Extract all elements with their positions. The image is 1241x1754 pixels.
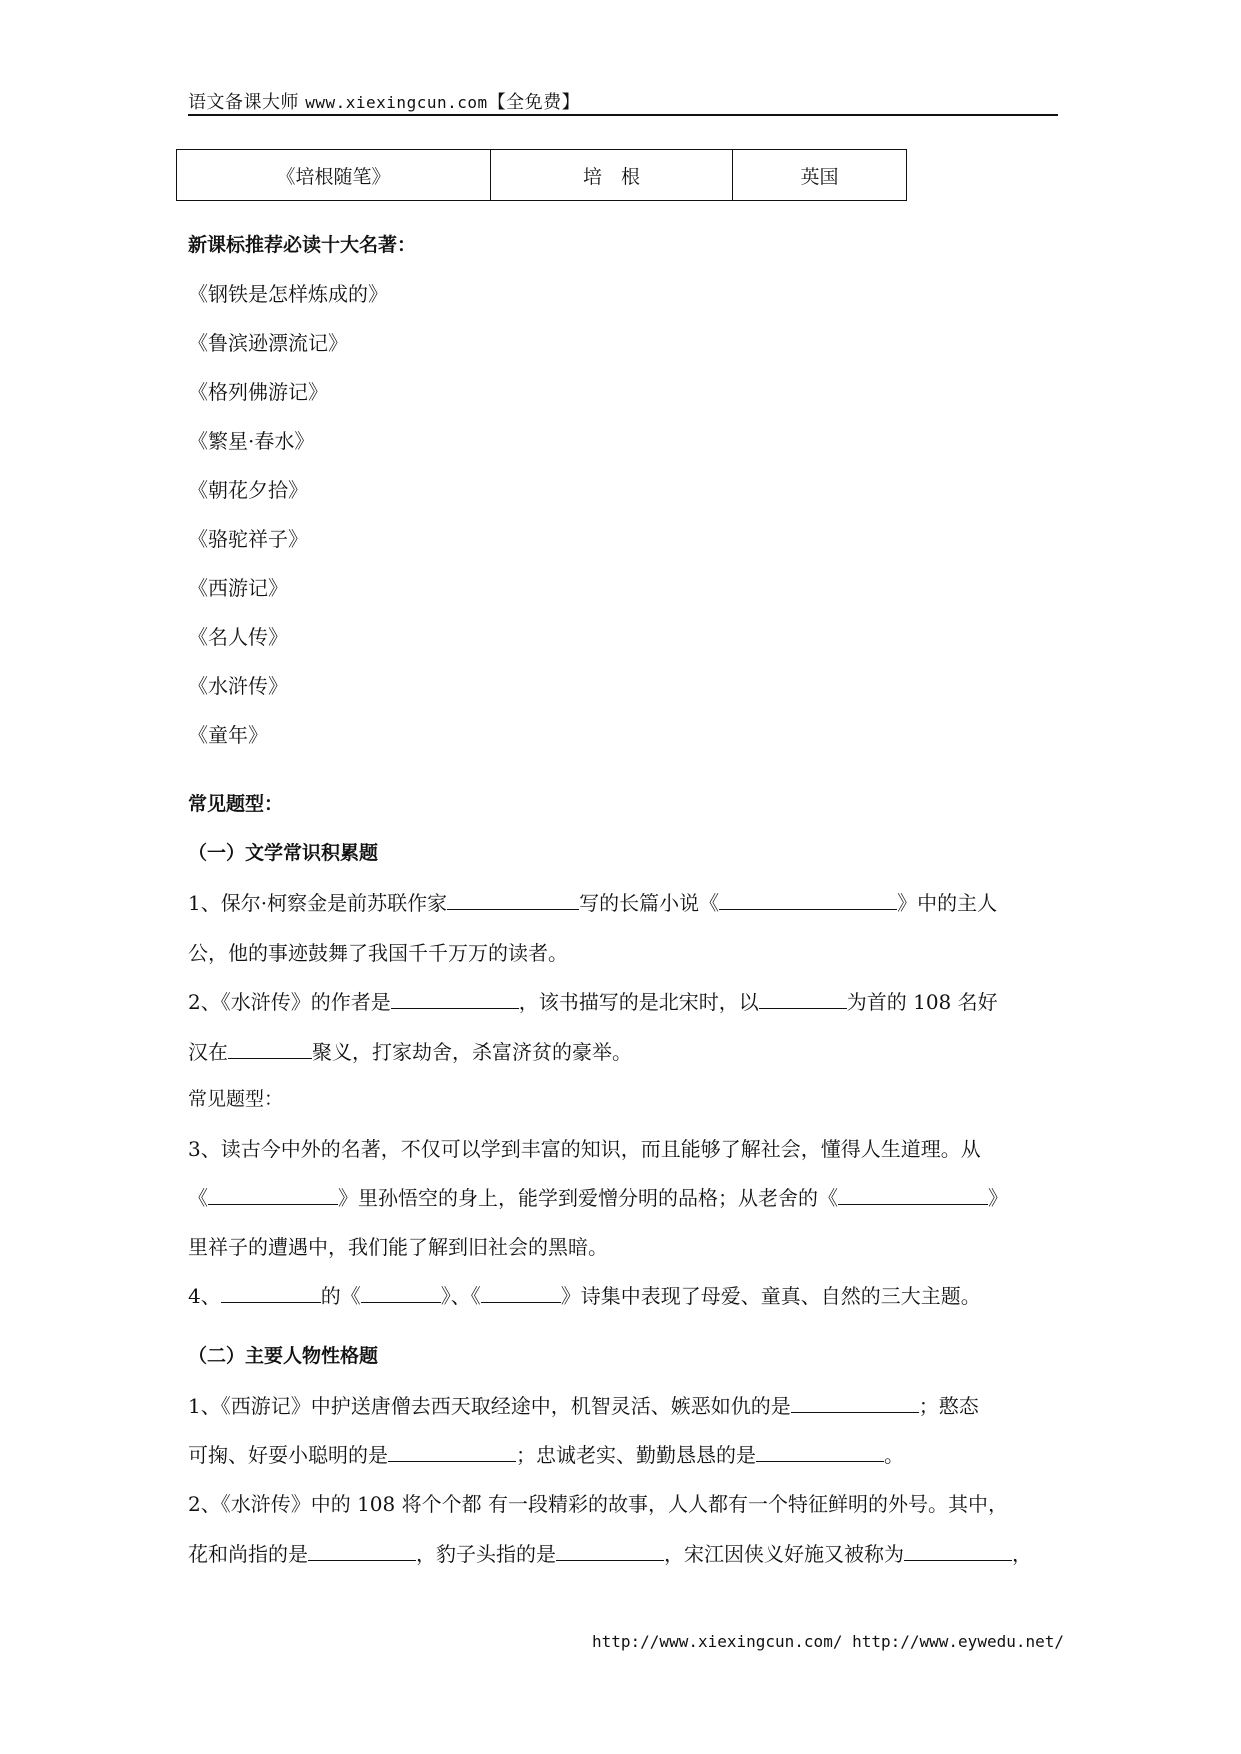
book-table xyxy=(176,149,907,201)
answer-blank[interactable] xyxy=(791,1394,919,1413)
header-rule xyxy=(188,114,1058,116)
answer-blank[interactable] xyxy=(361,1284,441,1303)
answer-blank[interactable] xyxy=(308,1542,416,1561)
p2-text-e: ， xyxy=(1012,1542,1032,1566)
answer-blank[interactable] xyxy=(208,1186,338,1205)
character-question-2: 2、《水浒传》中的 108 将个个都 有一段精彩的故事，人人都有一个特征鲜明的外号。其中， xyxy=(188,1492,1008,1516)
answer-blank[interactable] xyxy=(391,990,519,1009)
repeat-types-label: 常见题型： xyxy=(188,1088,284,1110)
answer-blank[interactable] xyxy=(481,1284,561,1303)
q3-text-d: 》 xyxy=(988,1186,1008,1210)
answer-blank[interactable] xyxy=(388,1443,516,1462)
p2-text-c: ，豹子头指的是 xyxy=(416,1542,556,1566)
table-row xyxy=(177,150,907,201)
book-item: 《童年》 xyxy=(188,723,268,747)
character-question-1-cont xyxy=(188,1439,904,1468)
question-4 xyxy=(188,1280,981,1309)
q2-text-c: 为首的 108 名好 xyxy=(846,990,998,1014)
q3-text-b: 《 xyxy=(188,1186,208,1210)
question-2 xyxy=(188,986,998,1015)
q4-text-a: 4、 xyxy=(188,1284,221,1308)
book-country-cell: 英国 xyxy=(733,150,907,201)
answer-blank[interactable] xyxy=(228,1040,312,1059)
recommended-heading: 新课标推荐必读十大名著： xyxy=(188,234,417,256)
question-3-cont2: 里祥子的遭遇中，我们能了解到旧社会的黑暗。 xyxy=(188,1235,608,1259)
character-question-1 xyxy=(188,1390,979,1419)
header-tag: 【全免费】 xyxy=(487,92,581,113)
answer-blank[interactable] xyxy=(904,1542,1012,1561)
book-item: 《骆驼祥子》 xyxy=(188,527,308,551)
q1-text-b: 写的长篇小说《 xyxy=(579,891,720,915)
answer-blank[interactable] xyxy=(759,990,847,1009)
q2-text-d: 汉在 xyxy=(188,1040,228,1064)
p1-text-c: 可掬、好耍小聪明的是 xyxy=(188,1443,388,1467)
book-item: 《格列佛游记》 xyxy=(188,380,328,404)
q1-text-a: 1、保尔·柯察金是前苏联作家 xyxy=(188,891,448,915)
question-1 xyxy=(188,887,997,916)
answer-blank[interactable] xyxy=(838,1186,988,1205)
p2-text-d: ，宋江因侠义好施又被称为 xyxy=(664,1542,904,1566)
answer-blank[interactable] xyxy=(447,891,579,910)
answer-blank[interactable] xyxy=(756,1443,884,1462)
book-item: 《钢铁是怎样炼成的》 xyxy=(188,282,388,306)
subsection-characters: （二）主要人物性格题 xyxy=(188,1345,379,1367)
footer-links[interactable]: http://www.xiexingcun.com/ http://www.eywedu.net/ xyxy=(592,1632,1065,1651)
answer-blank[interactable] xyxy=(221,1284,321,1303)
question-1-cont: 公，他的事迹鼓舞了我国千千万万的读者。 xyxy=(188,941,568,965)
q2-text-b: ，该书描写的是北宋时，以 xyxy=(518,990,759,1014)
q4-text-d: 》诗集中表现了母爱、童真、自然的三大主题。 xyxy=(560,1284,981,1308)
q1-text-c: 》中的主人 xyxy=(897,891,998,915)
question-2-cont xyxy=(188,1036,632,1065)
question-3: 3、读古今中外的名著，不仅可以学到丰富的知识，而且能够了解社会，懂得人生道理。从 xyxy=(188,1137,981,1161)
q2-text-a: 2、《水浒传》的作者是 xyxy=(188,990,391,1014)
answer-blank[interactable] xyxy=(719,891,897,910)
q3-text-c: 》里孙悟空的身上，能学到爱憎分明的品格；从老舍的《 xyxy=(338,1186,838,1210)
question-types-heading: 常见题型： xyxy=(188,793,284,815)
q4-text-c: 》、《 xyxy=(440,1284,481,1308)
book-author-cell: 培 根 xyxy=(491,150,733,201)
page-header xyxy=(188,88,580,114)
book-item: 《朝花夕拾》 xyxy=(188,478,308,502)
question-3-cont xyxy=(188,1182,1008,1211)
header-label: 语文备课大师 xyxy=(188,92,299,113)
p2-text-b: 花和尚指的是 xyxy=(188,1542,308,1566)
answer-blank[interactable] xyxy=(556,1542,664,1561)
q2-text-e: 聚义，打家劫舍，杀富济贫的豪举。 xyxy=(312,1040,632,1064)
p1-text-e: 。 xyxy=(884,1443,904,1467)
book-title-cell: 《培根随笔》 xyxy=(177,150,491,201)
book-item: 《水浒传》 xyxy=(188,674,288,698)
p1-text-b: ；憨态 xyxy=(918,1394,979,1418)
p1-text-d: ；忠诚老实、勤勤恳恳的是 xyxy=(516,1443,756,1467)
character-question-2-cont xyxy=(188,1538,1032,1567)
book-item: 《繁星·春水》 xyxy=(188,429,315,453)
book-item: 《名人传》 xyxy=(188,625,288,649)
q4-text-b: 的《 xyxy=(320,1284,361,1308)
book-item: 《鲁滨逊漂流记》 xyxy=(188,331,348,355)
subsection-literature: （一）文学常识积累题 xyxy=(188,842,379,864)
header-url[interactable]: www.xiexingcun.com xyxy=(305,93,488,112)
book-item: 《西游记》 xyxy=(188,576,288,600)
p1-text-a: 1、《西游记》中护送唐僧去西天取经途中，机智灵活、嫉恶如仇的是 xyxy=(188,1394,791,1418)
